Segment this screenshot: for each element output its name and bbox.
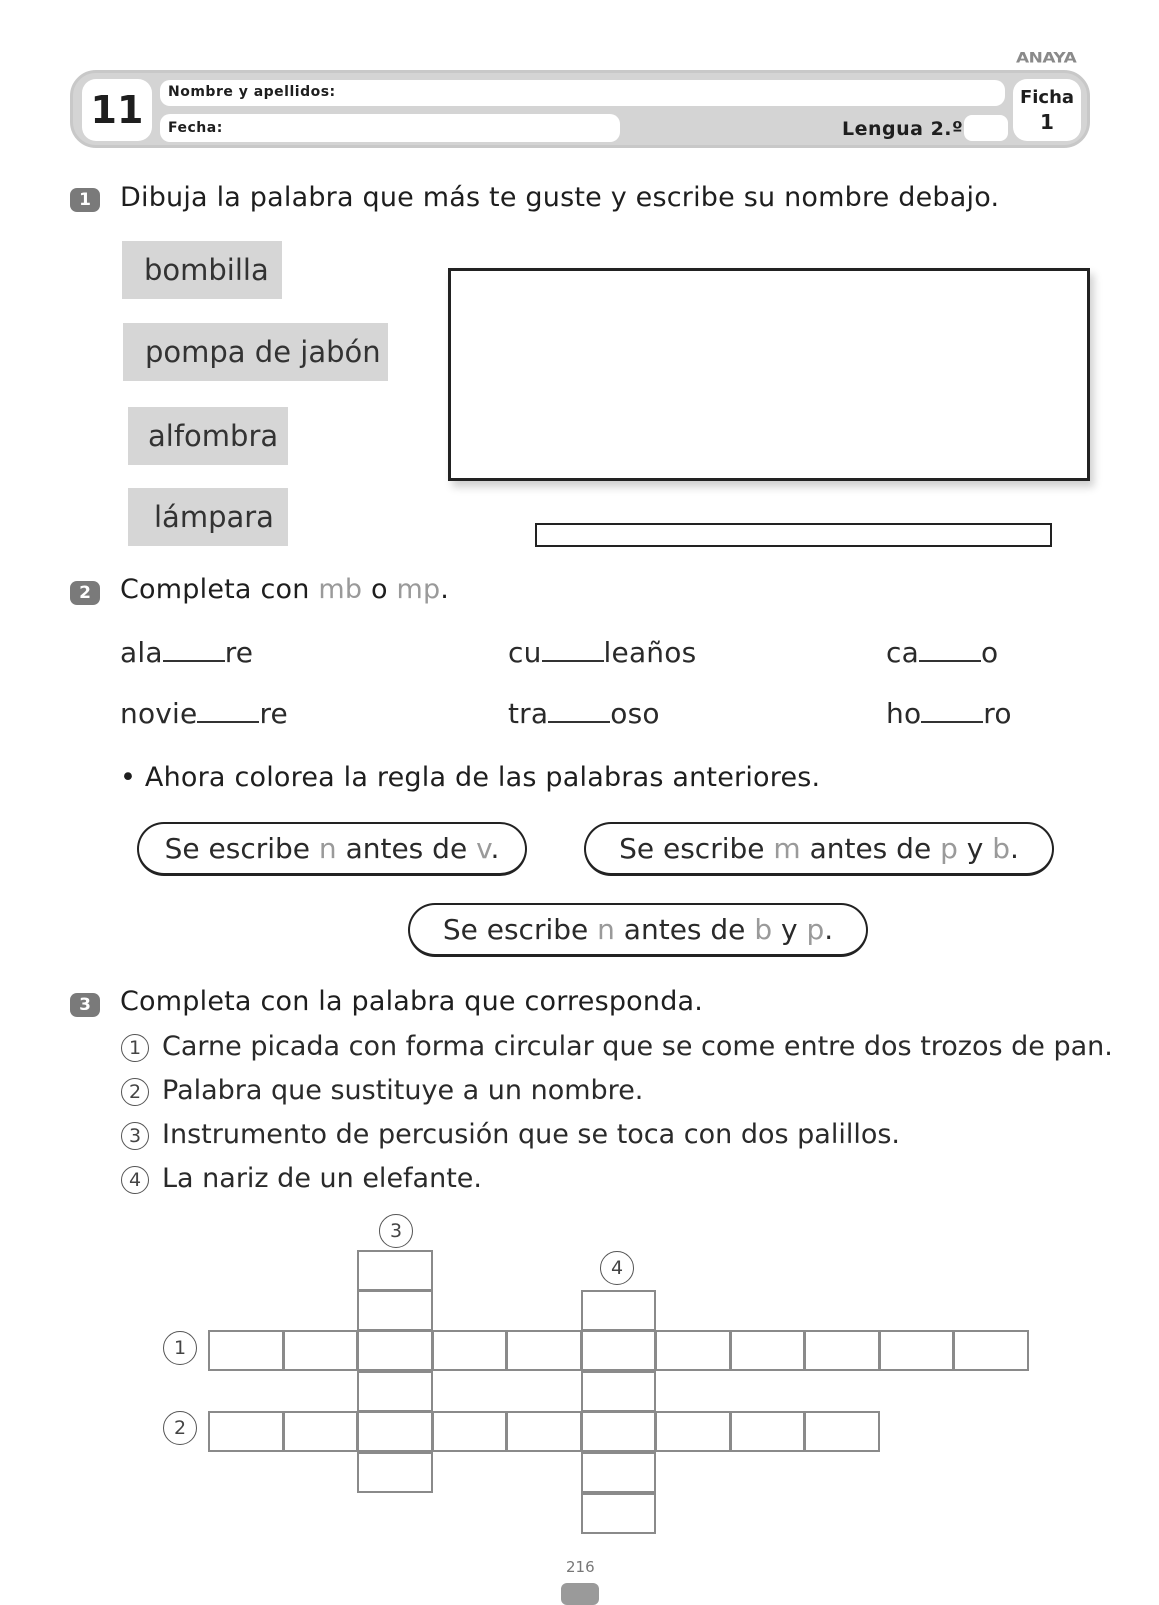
crossword-cell[interactable] <box>283 1330 359 1371</box>
date-field[interactable] <box>160 114 620 142</box>
rule-letter: m <box>773 832 801 865</box>
crossword-cell[interactable] <box>879 1330 955 1371</box>
blank[interactable] <box>921 719 983 723</box>
word-start: ca <box>886 636 919 669</box>
fill-word[interactable] <box>508 636 696 669</box>
rule-option-2[interactable] <box>584 822 1054 876</box>
exercise-2-instruction <box>120 574 449 605</box>
rule-option-1[interactable] <box>137 822 527 876</box>
word-card: alfombra <box>128 407 288 465</box>
clue-number: 2 <box>121 1078 149 1106</box>
page-tab <box>561 1583 599 1605</box>
crossword-cell[interactable] <box>432 1330 508 1371</box>
word-start: novie <box>120 697 198 730</box>
crossword-cell[interactable] <box>581 1371 657 1412</box>
clue-text: La nariz de un elefante. <box>162 1163 482 1194</box>
crossword-cell[interactable] <box>581 1493 657 1534</box>
exercise-2-sub-instruction: • Ahora colorea la regla de las palabras anteriores. <box>120 762 821 793</box>
crossword-cell[interactable] <box>804 1411 880 1452</box>
word-end: re <box>224 636 254 669</box>
rule-text: antes de <box>336 832 477 865</box>
crossword-cell[interactable] <box>357 1250 433 1291</box>
rule-letter: n <box>318 832 337 865</box>
word-end: ro <box>983 697 1012 730</box>
crossword-cell[interactable] <box>581 1330 657 1371</box>
word-end: leaños <box>603 636 697 669</box>
blank[interactable] <box>548 719 610 723</box>
rule-text: Se escribe <box>442 913 598 946</box>
name-field[interactable] <box>160 80 1005 106</box>
word-start: tra <box>508 697 549 730</box>
word-start: ho <box>886 697 922 730</box>
crossword-cell[interactable] <box>655 1411 731 1452</box>
rule-option-3[interactable] <box>408 903 868 957</box>
subject-label: Lengua 2.º <box>842 118 964 140</box>
clue-text: Carne picada con forma circular que se come entre dos trozos de pan. <box>162 1031 1113 1062</box>
rule-letter: p <box>940 832 958 865</box>
word-end: oso <box>610 697 660 730</box>
crossword-cell[interactable] <box>730 1411 806 1452</box>
exercise-2-badge: 2 <box>70 581 100 605</box>
crossword-cell[interactable] <box>357 1452 433 1493</box>
crossword-label-2: 2 <box>163 1411 197 1445</box>
option-mp: mp <box>396 574 441 605</box>
drawing-area[interactable] <box>448 268 1090 481</box>
clue-text: Instrumento de percusión que se toca con dos palillos. <box>162 1119 900 1150</box>
blank[interactable] <box>542 658 604 662</box>
rule-text: antes de <box>800 832 941 865</box>
ficha-label: Ficha <box>1019 87 1075 108</box>
exercise-3-badge: 3 <box>70 993 100 1017</box>
fill-word[interactable] <box>886 636 998 669</box>
crossword-cell[interactable] <box>283 1411 359 1452</box>
crossword-cell[interactable] <box>730 1330 806 1371</box>
exercise-1-instruction: Dibuja la palabra que más te guste y escribe su nombre debajo. <box>120 182 1000 213</box>
unit-number: 11 <box>82 79 152 141</box>
clue-number: 3 <box>121 1122 149 1150</box>
crossword-cell[interactable] <box>655 1330 731 1371</box>
rule-letter: n <box>597 913 615 946</box>
page-number: 216 <box>566 1558 595 1576</box>
rule-text: antes de <box>614 913 755 946</box>
ficha-number: 1 <box>1040 110 1054 134</box>
exercise-1-badge: 1 <box>70 188 100 212</box>
rule-text: y <box>957 832 993 865</box>
fill-word[interactable] <box>886 697 1012 730</box>
clue-number: 1 <box>121 1034 149 1062</box>
crossword-label-4: 4 <box>600 1251 634 1285</box>
instruction-text: Completa con <box>120 574 319 605</box>
clue-number: 4 <box>121 1166 149 1194</box>
crossword-cell[interactable] <box>506 1330 582 1371</box>
rule-letter: v <box>476 832 491 865</box>
rule-letter: b <box>754 913 773 946</box>
rule-text: y <box>772 913 807 946</box>
ficha-box <box>1013 79 1081 141</box>
blank[interactable] <box>197 719 259 723</box>
publisher-logo: ANAYA <box>1016 49 1077 67</box>
rule-text: Se escribe <box>164 832 319 865</box>
crossword-cell[interactable] <box>581 1411 657 1452</box>
crossword-cell[interactable] <box>208 1330 284 1371</box>
word-card: pompa de jabón <box>123 323 388 381</box>
word-start: ala <box>120 636 163 669</box>
rule-text: . <box>1010 832 1019 865</box>
crossword-cell[interactable] <box>357 1411 433 1452</box>
crossword-cell[interactable] <box>357 1330 433 1371</box>
crossword-cell[interactable] <box>357 1371 433 1412</box>
option-mb: mb <box>318 574 363 605</box>
word-end: o <box>980 636 999 669</box>
fill-word[interactable] <box>508 697 660 730</box>
word-end: re <box>259 697 288 730</box>
crossword-cell[interactable] <box>581 1452 657 1493</box>
crossword-cell[interactable] <box>208 1411 284 1452</box>
rule-text: . <box>490 832 500 865</box>
crossword-label-1: 1 <box>163 1331 197 1365</box>
word-name-field[interactable] <box>535 523 1052 547</box>
fill-word[interactable] <box>120 697 288 730</box>
blank[interactable] <box>163 658 225 662</box>
rule-text: Se escribe <box>619 832 774 865</box>
word-card: bombilla <box>122 241 282 299</box>
crossword-cell[interactable] <box>581 1290 657 1331</box>
crossword-label-3: 3 <box>379 1214 413 1248</box>
rule-letter: p <box>806 913 825 946</box>
blank[interactable] <box>919 658 981 662</box>
instruction-text: . <box>440 574 450 605</box>
exercise-3-instruction: Completa con la palabra que corresponda. <box>120 986 704 1017</box>
rule-letter: b <box>992 832 1011 865</box>
crossword-cell[interactable] <box>357 1290 433 1331</box>
word-card: lámpara <box>128 488 288 546</box>
crossword-cell[interactable] <box>432 1411 508 1452</box>
word-start: cu <box>508 636 542 669</box>
grade-field[interactable] <box>964 115 1008 141</box>
rule-text: . <box>824 913 834 946</box>
name-label: Nombre y apellidos: <box>168 84 336 100</box>
crossword-cell[interactable] <box>506 1411 582 1452</box>
instruction-text: o <box>362 574 397 605</box>
crossword-cell[interactable] <box>953 1330 1029 1371</box>
crossword-cell[interactable] <box>804 1330 880 1371</box>
clue-text: Palabra que sustituye a un nombre. <box>162 1075 644 1106</box>
fill-word[interactable] <box>120 636 253 669</box>
date-label: Fecha: <box>168 120 223 136</box>
